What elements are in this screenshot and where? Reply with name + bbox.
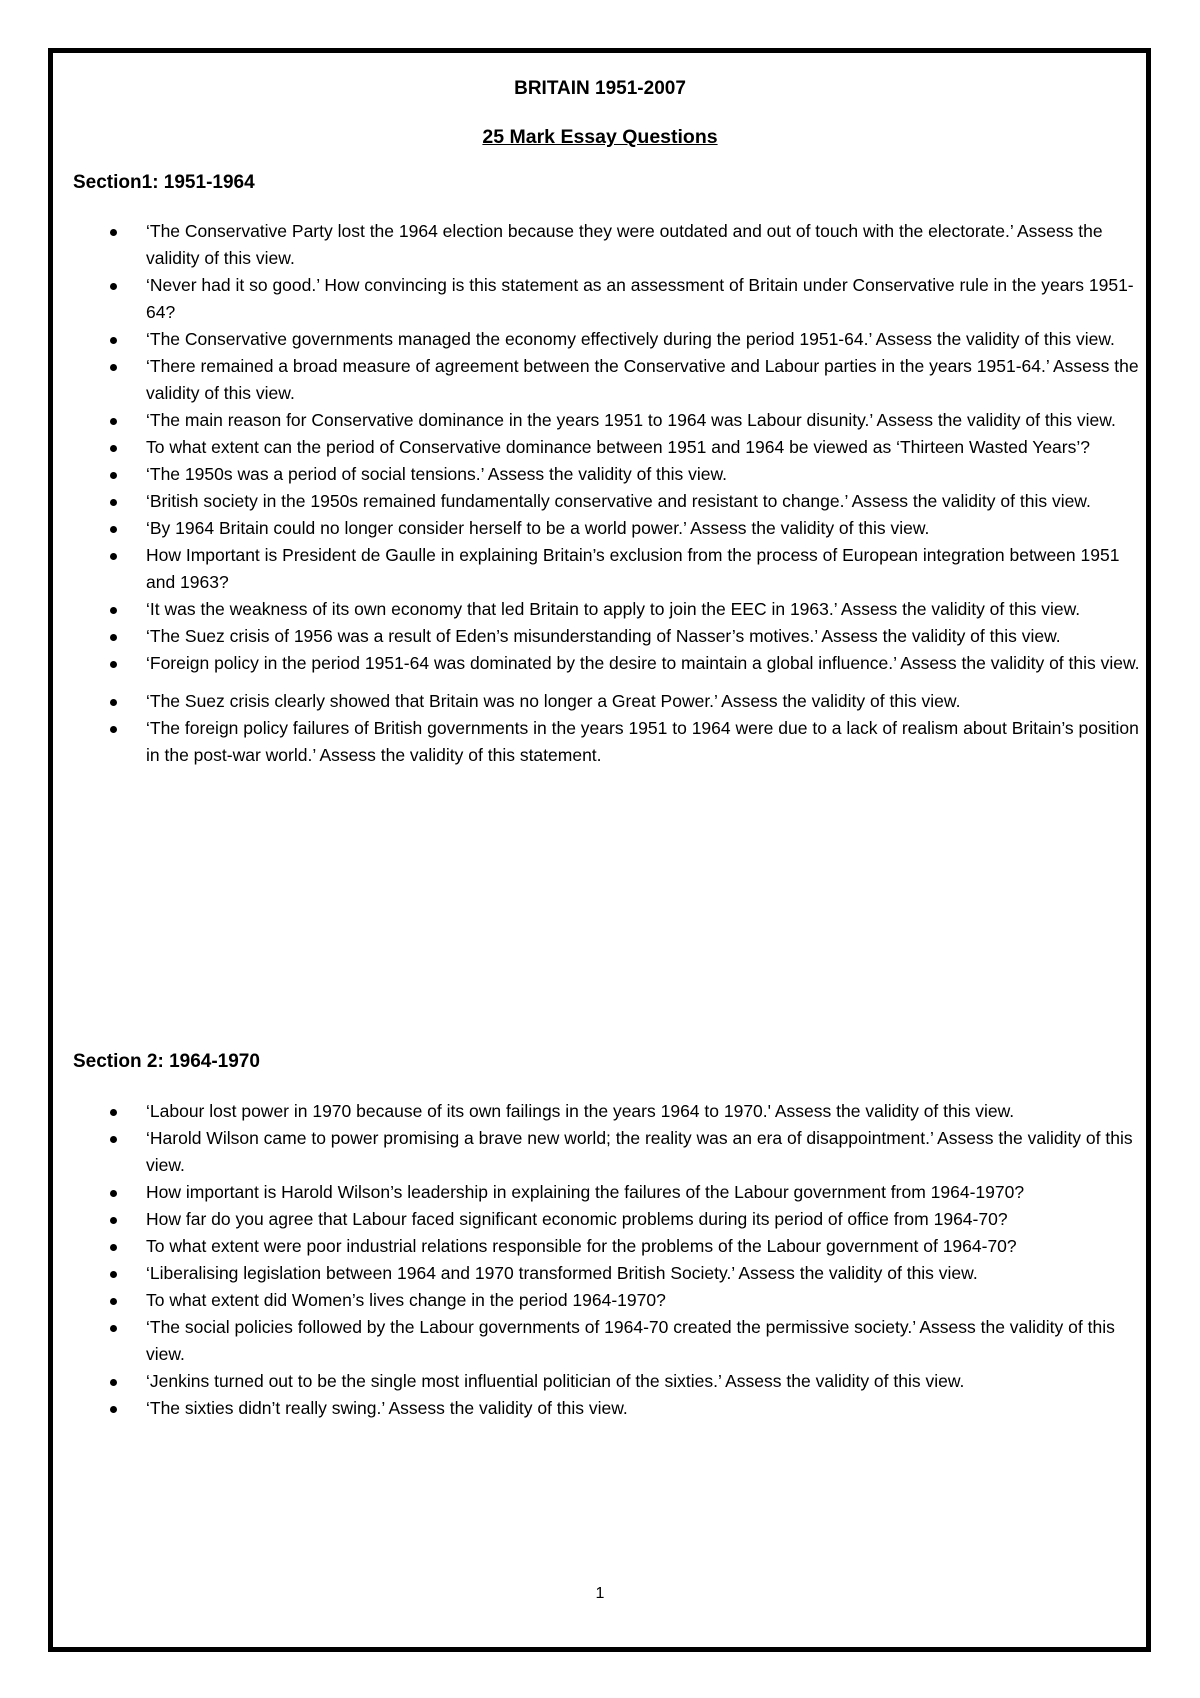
question-text: ‘Liberalising legislation between 1964 and 1970 transformed British Society.’ Assess the validity of this view. (146, 1263, 978, 1283)
bullet-icon (110, 661, 117, 668)
bullet-icon (110, 1298, 117, 1305)
question-text: ‘The Conservative governments managed the economy effectively during the period 1951-64.’ Assess the validity of this view. (146, 329, 1115, 349)
question-text: How important is Harold Wilson’s leadership in explaining the failures of the Labour government from 1964-1970? (146, 1182, 1025, 1202)
question-text: ‘Jenkins turned out to be the single most influential politician of the sixties.’ Assess the validity of this view. (146, 1371, 965, 1391)
section-2-heading: Section 2: 1964-1970 (73, 1051, 260, 1072)
bullet-icon (110, 1136, 117, 1143)
question-item (73, 1395, 1143, 1422)
bullet-icon (110, 726, 117, 733)
question-item (73, 715, 1143, 769)
question-text: ‘The Suez crisis clearly showed that Britain was no longer a Great Power.’ Assess the validity of this view. (146, 691, 961, 711)
bullet-icon (110, 526, 117, 533)
question-text: ‘Never had it so good.’ How convincing is this statement as an assessment of Britain under Conservative rule in the years 1951-64? (146, 275, 1134, 322)
question-item (73, 326, 1143, 353)
question-text: ‘There remained a broad measure of agreement between the Conservative and Labour parties in the years 1951-64.’ Assess the validity of this view. (146, 356, 1139, 403)
question-item (73, 353, 1143, 407)
bullet-icon (110, 634, 117, 641)
question-text: ‘It was the weakness of its own economy that led Britain to apply to join the EEC in 1963.’ Assess the validity of this view. (146, 599, 1081, 619)
question-item (73, 407, 1143, 434)
question-text: ‘The foreign policy failures of British governments in the years 1951 to 1964 were due to a lack of realism about Britain’s position in the post-war world.’ Assess the validity of this statement. (146, 718, 1139, 765)
bullet-icon (110, 699, 117, 706)
question-text: ‘Foreign policy in the period 1951-64 was dominated by the desire to maintain a global influence.’ Assess the validity of this view. (146, 653, 1140, 673)
bullet-icon (110, 229, 117, 236)
question-item (73, 1125, 1143, 1179)
question-text: How Important is President de Gaulle in explaining Britain’s exclusion from the process of European integration between 1951 and 1963? (146, 545, 1120, 592)
question-item (73, 488, 1143, 515)
section-1-heading: Section1: 1951-1964 (73, 172, 255, 193)
bullet-icon (110, 1406, 117, 1413)
question-text: To what extent can the period of Conservative dominance between 1951 and 1964 be viewed as ‘Thirteen Wasted Years’? (146, 437, 1090, 457)
question-item (73, 515, 1143, 542)
question-text: How far do you agree that Labour faced significant economic problems during its period of office from 1964-70? (146, 1209, 1008, 1229)
question-text: ‘By 1964 Britain could no longer consider herself to be a world power.’ Assess the validity of this view. (146, 518, 930, 538)
bullet-icon (110, 1190, 117, 1197)
question-item (73, 1233, 1143, 1260)
question-item (73, 542, 1143, 596)
question-item (73, 623, 1143, 650)
question-text: ‘The 1950s was a period of social tensions.’ Assess the validity of this view. (146, 464, 728, 484)
question-text: ‘Labour lost power in 1970 because of its own failings in the years 1964 to 1970.' Assess the validity of this view. (146, 1101, 1015, 1121)
question-item (73, 596, 1143, 623)
bullet-icon (110, 1379, 117, 1386)
page-number: 1 (595, 1585, 605, 1602)
bullet-icon (110, 1271, 117, 1278)
question-item (73, 650, 1143, 677)
section-1-question-list (73, 218, 1143, 769)
question-item (73, 272, 1143, 326)
question-item (73, 1368, 1143, 1395)
bullet-icon (110, 499, 117, 506)
question-text: ‘The main reason for Conservative dominance in the years 1951 to 1964 was Labour disunity.’ Assess the validity of this view. (146, 410, 1116, 430)
question-text: ‘The Suez crisis of 1956 was a result of Eden’s misunderstanding of Nasser’s motives.’ Assess the validity of this view. (146, 626, 1061, 646)
question-item (73, 461, 1143, 488)
question-text: ‘The Conservative Party lost the 1964 election because they were outdated and out of touch with the electorate.’ Assess the validity of this view. (146, 221, 1103, 268)
section-2-question-list (73, 1098, 1143, 1422)
document-subtitle: 25 Mark Essay Questions (482, 126, 718, 148)
question-item (73, 1260, 1143, 1287)
document-title: BRITAIN 1951-2007 (514, 78, 686, 99)
bullet-icon (110, 445, 117, 452)
bullet-icon (110, 1244, 117, 1251)
question-item (73, 1314, 1143, 1368)
bullet-icon (110, 1109, 117, 1116)
question-item (73, 1098, 1143, 1125)
question-item (73, 688, 1143, 715)
bullet-icon (110, 472, 117, 479)
question-item (73, 218, 1143, 272)
bullet-icon (110, 418, 117, 425)
question-text: ‘Harold Wilson came to power promising a brave new world; the reality was an era of disappointment.’ Assess the validity of this view. (146, 1128, 1133, 1175)
bullet-icon (110, 283, 117, 290)
question-text: ‘The social policies followed by the Labour governments of 1964-70 created the permissive society.’ Assess the validity of this view. (146, 1317, 1115, 1364)
bullet-icon (110, 607, 117, 614)
question-item (73, 1179, 1143, 1206)
bullet-icon (110, 1217, 117, 1224)
bullet-icon (110, 364, 117, 371)
bullet-icon (110, 553, 117, 560)
question-text: ‘The sixties didn’t really swing.’ Assess the validity of this view. (146, 1398, 628, 1418)
question-item (73, 1206, 1143, 1233)
question-text: To what extent were poor industrial relations responsible for the problems of the Labour government of 1964-70? (146, 1236, 1017, 1256)
question-text: To what extent did Women’s lives change in the period 1964-1970? (146, 1290, 666, 1310)
question-item (73, 434, 1143, 461)
bullet-icon (110, 337, 117, 344)
question-text: ‘British society in the 1950s remained fundamentally conservative and resistant to change.’ Assess the validity of this view. (146, 491, 1091, 511)
question-item (73, 1287, 1143, 1314)
bullet-icon (110, 1325, 117, 1332)
